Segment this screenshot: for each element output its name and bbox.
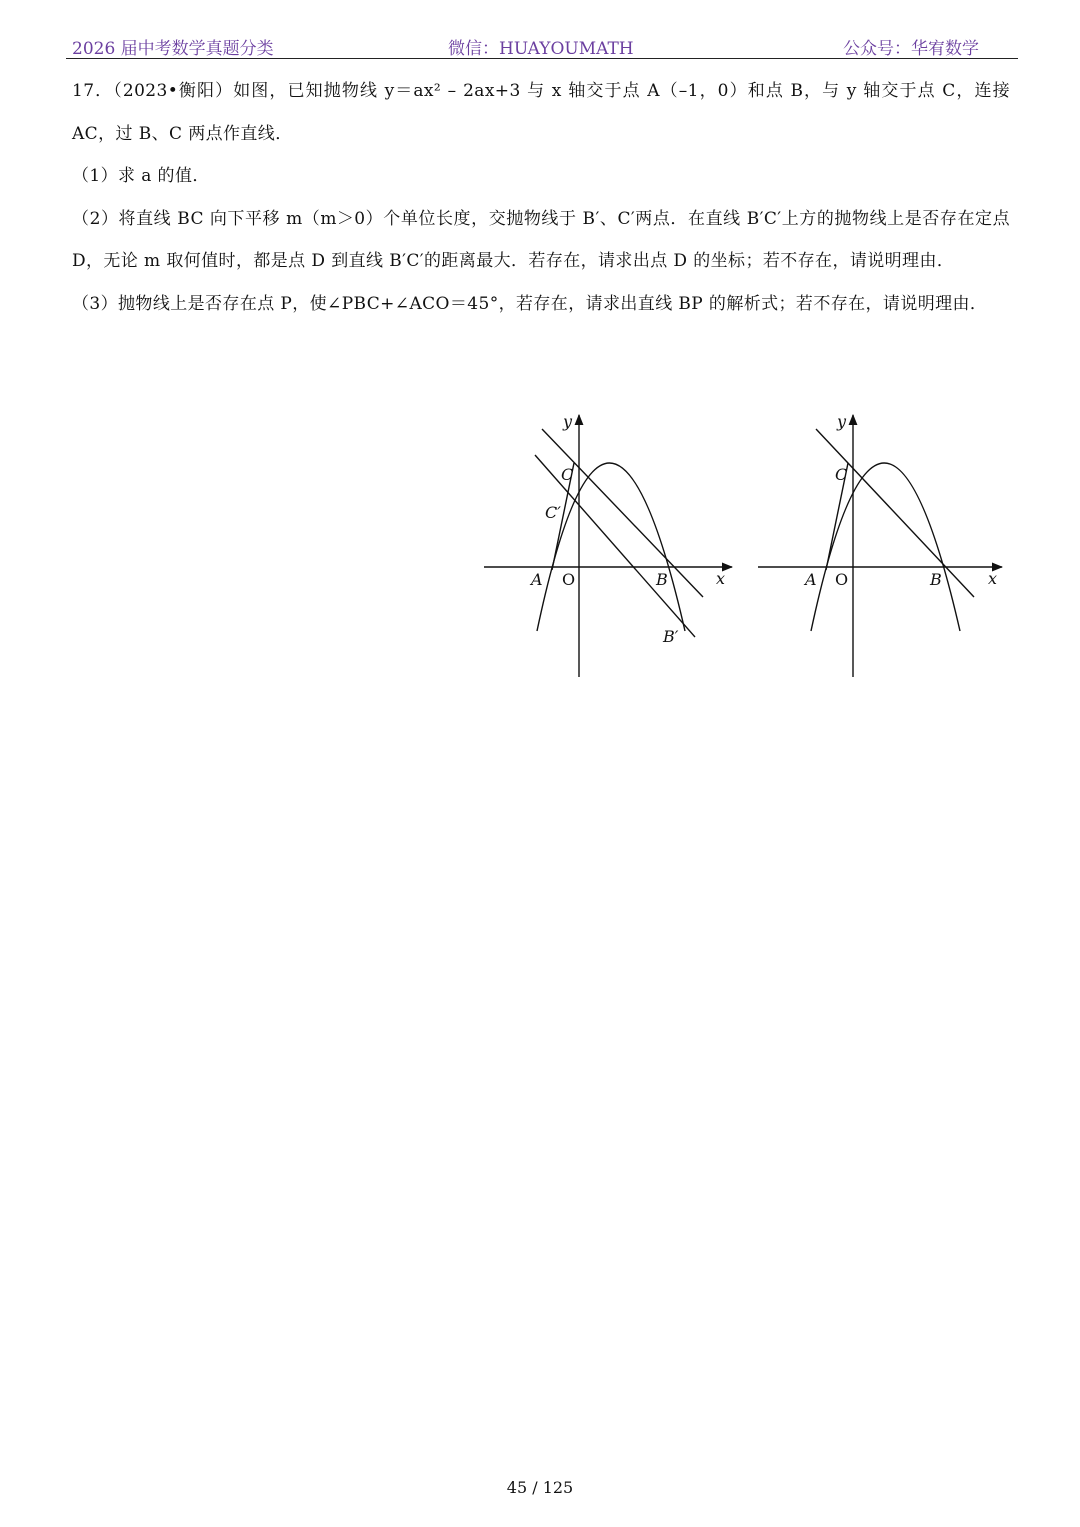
fig1-label-origin: O bbox=[562, 570, 576, 589]
fig2-label-c: C bbox=[835, 465, 848, 484]
fig2-label-a: A bbox=[805, 570, 817, 589]
fig1-label-c-prime: C′ bbox=[545, 503, 561, 522]
problem-part-1: （1）求 a 的值． bbox=[72, 166, 210, 186]
problem-body bbox=[72, 70, 1010, 325]
figure-svg bbox=[480, 405, 1025, 695]
fig1-label-b: B bbox=[656, 570, 668, 589]
problem-stem: 17．（2023•衡阳）如图，已知抛物线 y＝ax² – 2ax+3 与 x 轴交于点 A（–1，0）和点 B，与 y 轴交于点 C，连接 AC，过 B、C 两点作直线． bbox=[72, 81, 1010, 144]
header-rule bbox=[66, 58, 1018, 59]
page-number: 45 / 125 bbox=[506, 1478, 574, 1497]
fig1-label-c: C bbox=[561, 465, 574, 484]
problem-part-3: （3）抛物线上是否存在点 P，使∠PBC+∠ACO＝45°，若存在，请求出直线 BP 的解析式；若不存在，请说明理由． bbox=[72, 293, 988, 314]
fig1-label-y: y bbox=[563, 412, 573, 431]
header-left: 2026 届中考数学真题分类 bbox=[72, 39, 274, 59]
figure-2 bbox=[758, 415, 1002, 677]
problem-part-2: （2）将直线 BC 向下平移 m（m＞0）个单位长度，交抛物线于 B′、C′两点．在直线 B′C′上方的抛物线上是否存在定点 D，无论 m 取何值时，都是点 D 到直线 B′C′的距离最大．若存在，请求出点 D 的坐标；若不存在，请说明理由． bbox=[72, 208, 1010, 271]
figures bbox=[480, 405, 1025, 695]
fig2-label-y: y bbox=[837, 412, 847, 431]
fig2-label-x: x bbox=[988, 569, 998, 588]
fig2-label-origin: O bbox=[835, 570, 849, 589]
fig2-parabola bbox=[811, 463, 960, 631]
fig1-label-b-prime: B′ bbox=[663, 627, 679, 646]
fig1-label-a: A bbox=[531, 570, 543, 589]
header-center: 微信：HUAYOUMATH bbox=[448, 39, 634, 59]
fig1-line-b-prime-c-prime bbox=[535, 455, 695, 637]
figure-1 bbox=[484, 415, 732, 677]
fig2-label-b: B bbox=[930, 570, 942, 589]
fig1-parabola bbox=[537, 463, 685, 631]
fig1-label-x: x bbox=[716, 569, 726, 588]
header-right: 公众号：华宥数学 bbox=[843, 39, 979, 59]
